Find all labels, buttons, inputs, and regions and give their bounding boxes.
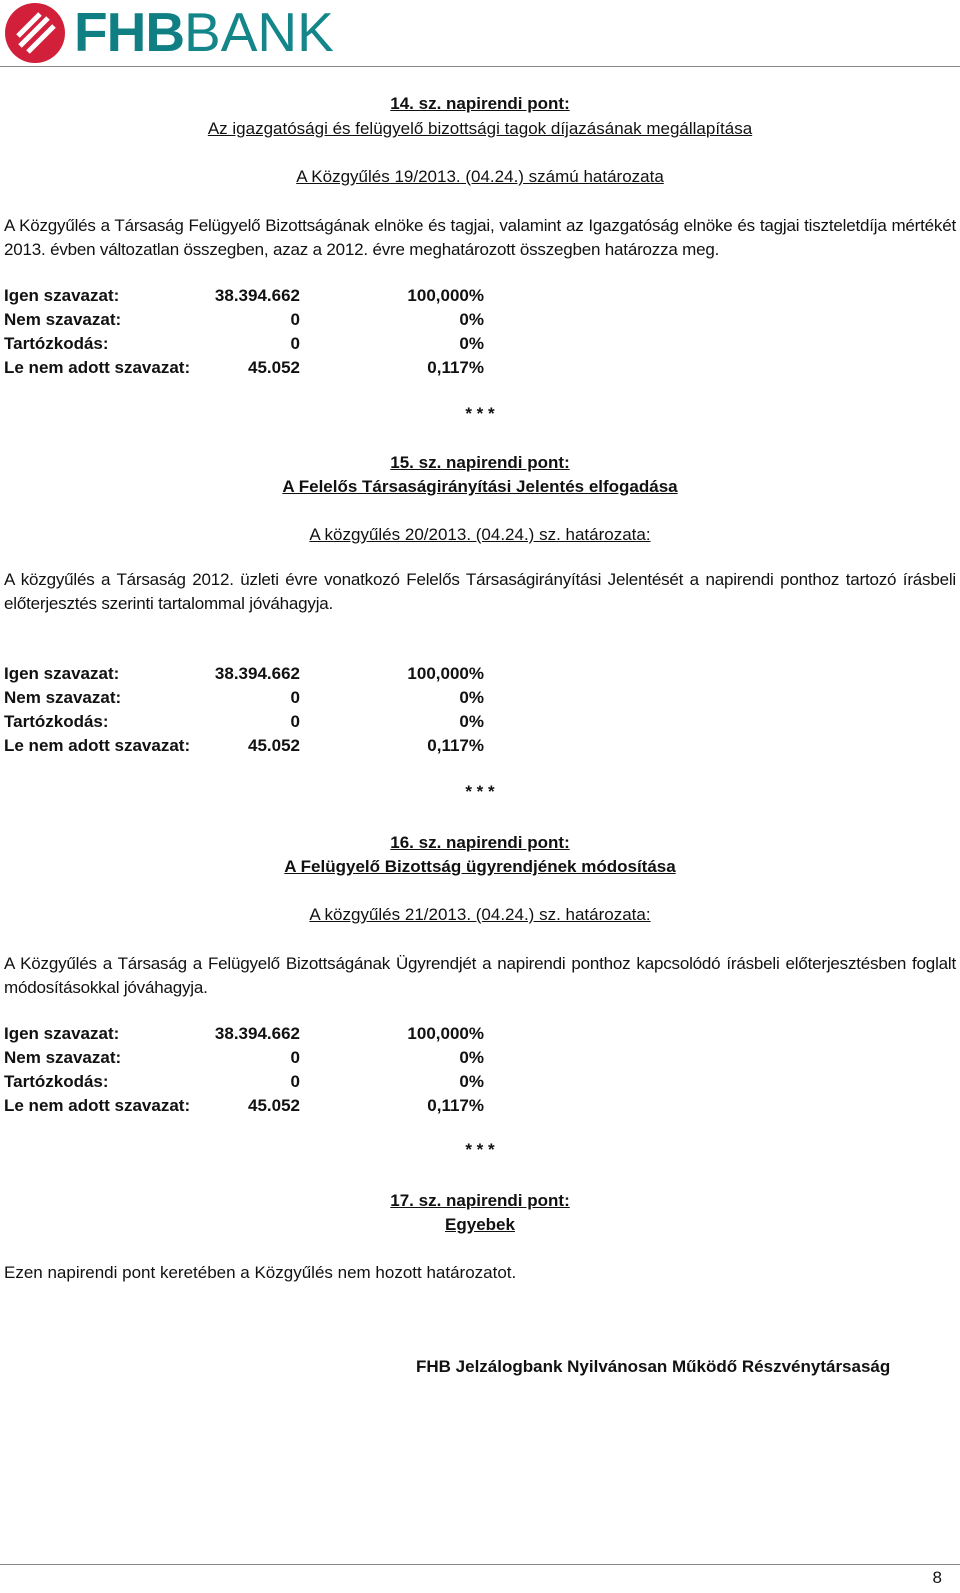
- vote-pct: 0%: [459, 334, 484, 353]
- section15-vote-abstain: [4, 712, 484, 734]
- vote-label: Nem szavazat:: [4, 688, 122, 707]
- section14-vote-no: [4, 310, 484, 332]
- section14-heading: 14. sz. napirendi pont:: [390, 94, 570, 113]
- footer-divider: [0, 1564, 960, 1565]
- section16-vote-abstain: [4, 1072, 484, 1094]
- section16-title: A Felügyelő Bizottság ügyrendjének módosítása: [284, 857, 676, 876]
- section14-vote-not-cast: [4, 358, 484, 380]
- vote-count: 45.052: [248, 1096, 300, 1115]
- section14-resolution: A Közgyűlés 19/2013. (04.24.) számú határozata: [296, 167, 664, 186]
- vote-label: Le nem adott szavazat:: [4, 358, 191, 377]
- vote-pct: 0%: [459, 1048, 484, 1067]
- vote-pct: 0%: [459, 1072, 484, 1091]
- section16-vote-no: [4, 1048, 484, 1070]
- vote-count: 38.394.662: [214, 1024, 300, 1043]
- section16-vote-not-cast: [4, 1096, 484, 1118]
- page-number: 8: [932, 1568, 942, 1587]
- vote-pct: 0%: [459, 712, 484, 731]
- logo-fhb-text: FHB: [74, 1, 185, 63]
- vote-pct: 0%: [459, 310, 484, 329]
- section15-vote-yes: [4, 664, 484, 686]
- vote-count: 38.394.662: [214, 664, 300, 683]
- vote-count: 0: [290, 334, 300, 353]
- vote-label: Igen szavazat:: [4, 1024, 120, 1043]
- vote-label: Tartózkodás:: [4, 1072, 109, 1091]
- section17-body: Ezen napirendi pont keretében a Közgyűlés nem hozott határozatot.: [4, 1263, 517, 1282]
- vote-label: Nem szavazat:: [4, 1048, 122, 1067]
- section16-body: A Közgyűlés a Társaság a Felügyelő Bizottságának Ügyrendjét a napirendi ponthoz kapcsolódó írásbeli előterjesztésben foglalt módosításokkal jóváhagyja.: [4, 954, 956, 997]
- section16-heading: 16. sz. napirendi pont:: [390, 833, 570, 852]
- vote-label: Nem szavazat:: [4, 310, 122, 329]
- section15-heading: 15. sz. napirendi pont:: [390, 453, 570, 472]
- vote-count: 0: [290, 688, 300, 707]
- vote-label: Igen szavazat:: [4, 286, 120, 305]
- section15-vote-not-cast: [4, 736, 484, 758]
- vote-pct: 0,117%: [427, 358, 484, 377]
- fhb-logo-mark-icon: [4, 2, 66, 64]
- section15-separator: * * *: [465, 782, 495, 801]
- vote-pct: 0,117%: [427, 1096, 484, 1115]
- section14-title: Az igazgatósági és felügyelő bizottsági tagok díjazásának megállapítása: [207, 119, 753, 138]
- section14-vote-abstain: [4, 334, 484, 356]
- vote-pct: 0%: [459, 688, 484, 707]
- section14-separator: * * *: [465, 404, 495, 423]
- vote-pct: 100,000%: [407, 1024, 484, 1043]
- section15-vote-no: [4, 688, 484, 710]
- vote-count: 0: [290, 1072, 300, 1091]
- vote-pct: 100,000%: [407, 286, 484, 305]
- section15-body: A közgyűlés a Társaság 2012. üzleti évre vonatkozó Felelős Társaságirányítási Jelentését a napirendi ponthoz tartozó írásbeli előterjesztés szerinti tartalommal jóváhagyja.: [4, 570, 956, 613]
- vote-count: 0: [290, 712, 300, 731]
- section15-resolution: A közgyűlés 20/2013. (04.24.) sz. határozata:: [309, 525, 651, 544]
- vote-label: Tartózkodás:: [4, 712, 109, 731]
- logo-bank-text: BANK: [184, 1, 334, 63]
- vote-count: 45.052: [248, 736, 300, 755]
- section17-heading: 17. sz. napirendi pont:: [390, 1191, 570, 1210]
- vote-label: Igen szavazat:: [4, 664, 120, 683]
- section14-vote-yes: [4, 286, 484, 308]
- vote-label: Le nem adott szavazat:: [4, 736, 191, 755]
- vote-pct: 100,000%: [407, 664, 484, 683]
- vote-count: 45.052: [248, 358, 300, 377]
- page-header: [0, 0, 960, 68]
- section17-title: Egyebek: [445, 1215, 515, 1234]
- vote-label: Tartózkodás:: [4, 334, 109, 353]
- section15-title: A Felelős Társaságirányítási Jelentés elfogadása: [282, 477, 678, 496]
- vote-count: 38.394.662: [214, 286, 300, 305]
- vote-count: 0: [290, 1048, 300, 1067]
- section16-vote-yes: [4, 1024, 484, 1046]
- section16-resolution: A közgyűlés 21/2013. (04.24.) sz. határozata:: [309, 905, 651, 924]
- vote-pct: 0,117%: [427, 736, 484, 755]
- company-signature: FHB Jelzálogbank Nyilvánosan Működő Részvénytársaság: [416, 1357, 891, 1376]
- vote-label: Le nem adott szavazat:: [4, 1096, 191, 1115]
- vote-count: 0: [290, 310, 300, 329]
- fhb-bank-logo: [74, 0, 334, 64]
- header-divider: [0, 66, 960, 67]
- section16-separator: * * *: [465, 1140, 495, 1159]
- section14-body: A Közgyűlés a Társaság Felügyelő Bizottságának elnöke és tagjai, valamint az Igazgatóság elnöke és tagjai tiszteletdíja mértékét 2013. évben változatlan összegben, azaz a 2012. évre meghatározott összegben határozza meg.: [4, 216, 956, 259]
